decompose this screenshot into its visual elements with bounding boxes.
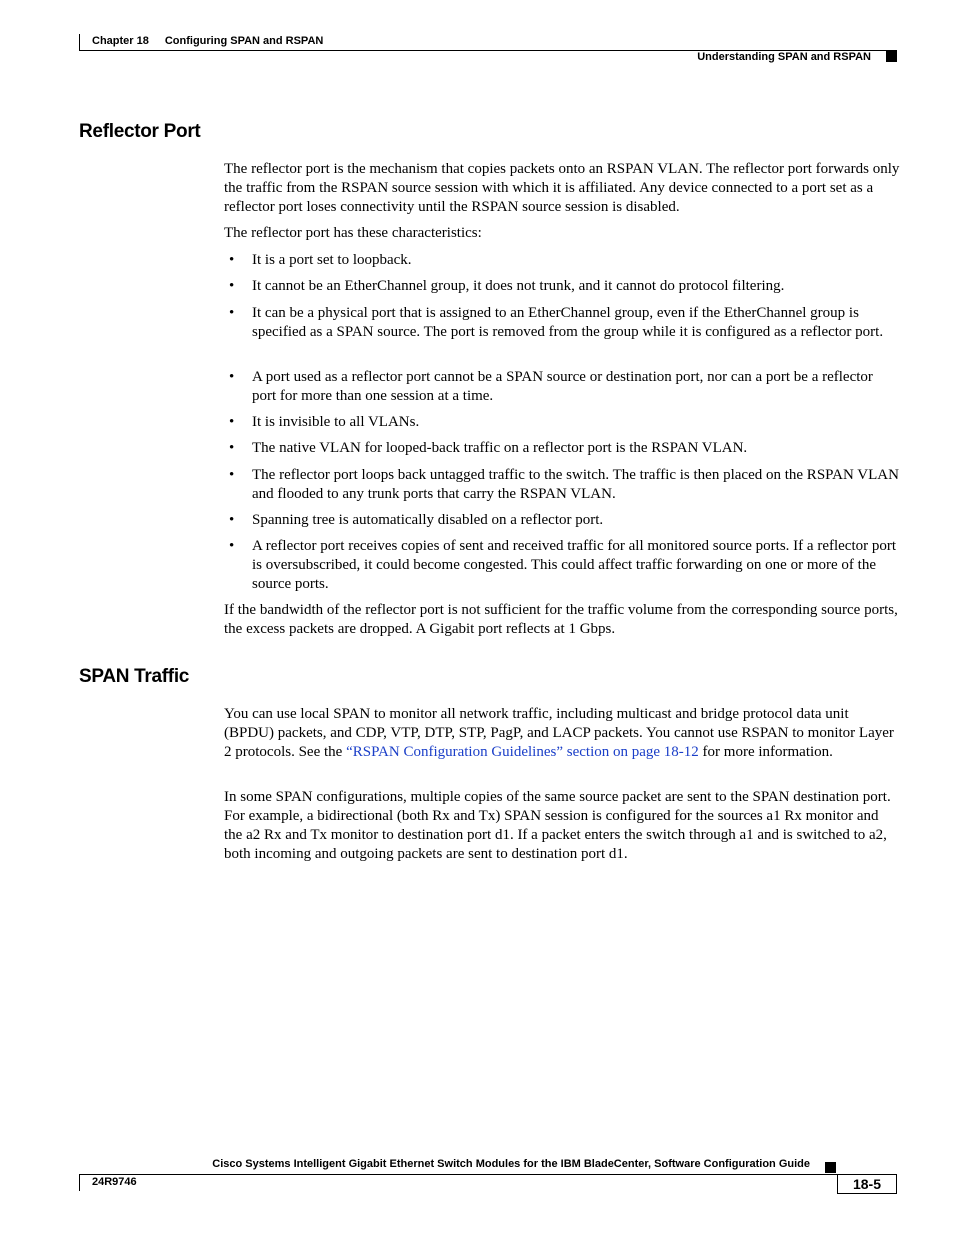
- bullet-text: It can be a physical port that is assigned to an EtherChannel group, even if the EtherChannel group is specified as a SPAN source. The port is removed from the group while it is configured as a reflector port.: [252, 305, 884, 340]
- bullet-text: It is invisible to all VLANs.: [252, 414, 420, 430]
- bullet-text: Spanning tree is automatically disabled on a reflector port.: [252, 512, 604, 528]
- bullet-marker: •: [229, 440, 235, 456]
- bullet-marker: •: [229, 538, 235, 554]
- paragraph-text: The reflector port is the mechanism that copies packets onto an RSPAN VLAN. The reflector port forwards only the traffic from the RSPAN source session with which it is affiliated. Any device connected to a port set as a reflector port loses connectivity until the RSPAN source session is disabled.: [224, 161, 900, 215]
- footer-rule: [79, 1174, 897, 1175]
- span-traffic-paragraph-1: [224, 705, 900, 762]
- heading-reflector-port: Reflector Port: [79, 121, 201, 142]
- heading-span-traffic: SPAN Traffic: [79, 666, 190, 687]
- header-marker-block: [886, 51, 897, 62]
- footer-left-rule: [79, 1174, 80, 1191]
- paragraph-text: If the bandwidth of the reflector port is not sufficient for the traffic volume from the corresponding source ports, the excess packets are dropped. A Gigabit port reflects at 1 Gbps.: [224, 602, 898, 637]
- reflector-closing-paragraph: [224, 601, 900, 639]
- bullet-text: The native VLAN for looped-back traffic on a reflector port is the RSPAN VLAN.: [252, 440, 748, 456]
- chapter-number: Chapter 18: [92, 35, 149, 47]
- bullet-text: It cannot be an EtherChannel group, it does not trunk, and it cannot do protocol filtering.: [252, 278, 785, 294]
- bullet-marker: •: [229, 305, 235, 321]
- bullet-text: A port used as a reflector port cannot be a SPAN source or destination port, nor can a port be a reflector port for more than one session at a time.: [252, 369, 873, 404]
- bullet-marker: •: [229, 467, 235, 483]
- span-traffic-paragraph-2: [224, 788, 900, 864]
- paragraph-text: The reflector port has these characteristics:: [224, 225, 482, 241]
- bullet-text: The reflector port loops back untagged traffic to the switch. The traffic is then placed on the RSPAN VLAN and flooded to any trunk ports that carry the RSPAN VLAN.: [252, 467, 899, 502]
- bullet-marker: •: [229, 512, 235, 528]
- running-header-chapter: [92, 35, 323, 47]
- reflector-intro-paragraph: [224, 160, 900, 217]
- footer-marker-block: [825, 1162, 836, 1173]
- bullet-marker: •: [229, 414, 235, 430]
- rspan-guidelines-link[interactable]: “RSPAN Configuration Guidelines” section on page 18-12: [346, 744, 699, 760]
- reflector-lead-paragraph: [224, 224, 900, 243]
- paragraph-text-start: You can use local SPAN to monitor all network traffic, including multicast and bridge protocol data unit (BPDU) packets, and CDP, VTP, DTP, STP, PagP, and LACP packets. You cannot use RSPAN to monitor Layer 2 protocols. See the: [224, 706, 894, 760]
- page-number: 18-5: [837, 1174, 897, 1194]
- paragraph-text: In some SPAN configurations, multiple copies of the same source packet are sent to the SPAN destination port. For example, a bidirectional (both Rx and Tx) SPAN session is configured for the sources a1 Rx monitor and the a2 Rx and Tx monitor to destination port d1. If a packet enters the switch through a1 and is switched to a2, both incoming and outgoing packets are sent to destination port d1.: [224, 789, 891, 862]
- bullet-marker: •: [229, 369, 235, 385]
- chapter-title: Configuring SPAN and RSPAN: [164, 35, 324, 47]
- header-left-rule: [79, 34, 80, 50]
- footer-guide-title: Cisco Systems Intelligent Gigabit Ethernet Switch Modules for the IBM BladeCenter, Software Configuration Guide: [212, 1158, 810, 1170]
- bullet-text: It is a port set to loopback.: [252, 252, 412, 268]
- bullet-marker: •: [229, 252, 235, 268]
- footer-doc-number: 24R9746: [92, 1176, 137, 1188]
- paragraph-text-end: for more information.: [698, 744, 833, 760]
- running-header-section: Understanding SPAN and RSPAN: [697, 51, 871, 63]
- paragraph-text: [224, 705, 900, 762]
- bullet-marker: •: [229, 278, 235, 294]
- bullet-text: A reflector port receives copies of sent and received traffic for all monitored source ports. If a reflector port is oversubscribed, it could become congested. This could affect traffic forwarding on one or more of the source ports.: [252, 538, 897, 592]
